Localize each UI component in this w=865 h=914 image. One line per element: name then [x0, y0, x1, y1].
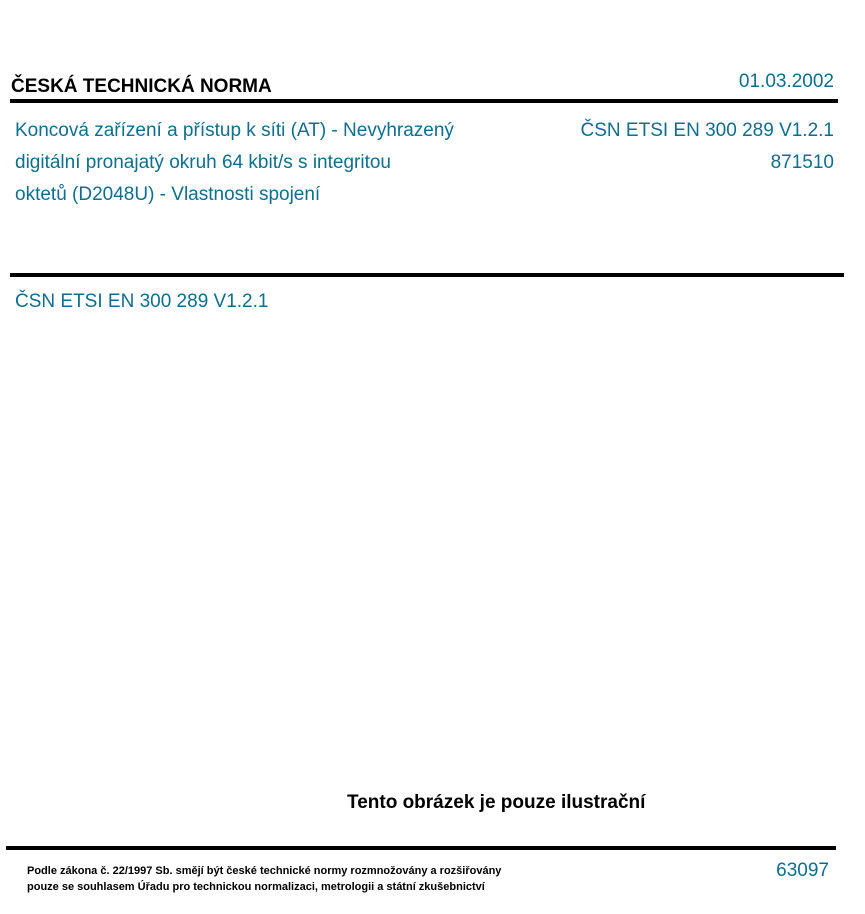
footer-divider: [6, 846, 836, 850]
document-title: [15, 115, 530, 211]
catalog-number: 63097: [776, 860, 829, 881]
legal-notice-line: pouze se souhlasem Úřadu pro technickou normalizaci, metrologii a státní zkušebnictví: [27, 881, 485, 893]
standard-id-label: ČSN ETSI EN 300 289 V1.2.1: [15, 291, 269, 312]
document-title-line: digitální pronajatý okruh 64 kbit/s s integritou: [15, 152, 391, 173]
legal-notice-line: Podle zákona č. 22/1997 Sb. smějí být české technické normy rozmnožovány a rozšiřovány: [27, 865, 502, 877]
publication-date: 01.03.2002: [738, 71, 834, 92]
document-title-line: Koncová zařízení a přístup k síti (AT) - Nevyhrazený: [15, 120, 454, 141]
standard-number: ČSN ETSI EN 300 289 V1.2.1: [580, 120, 834, 141]
section-divider: [10, 273, 844, 277]
legal-notice: [27, 863, 501, 895]
document-identifiers: [581, 115, 834, 179]
class-code: 871510: [770, 152, 834, 173]
norm-heading: ČESKÁ TECHNICKÁ NORMA: [11, 76, 272, 97]
document-title-line: oktetů (D2048U) - Vlastnosti spojení: [15, 184, 321, 205]
header-divider: [10, 99, 838, 103]
illustration-notice: Tento obrázek je pouze ilustrační: [347, 792, 646, 813]
